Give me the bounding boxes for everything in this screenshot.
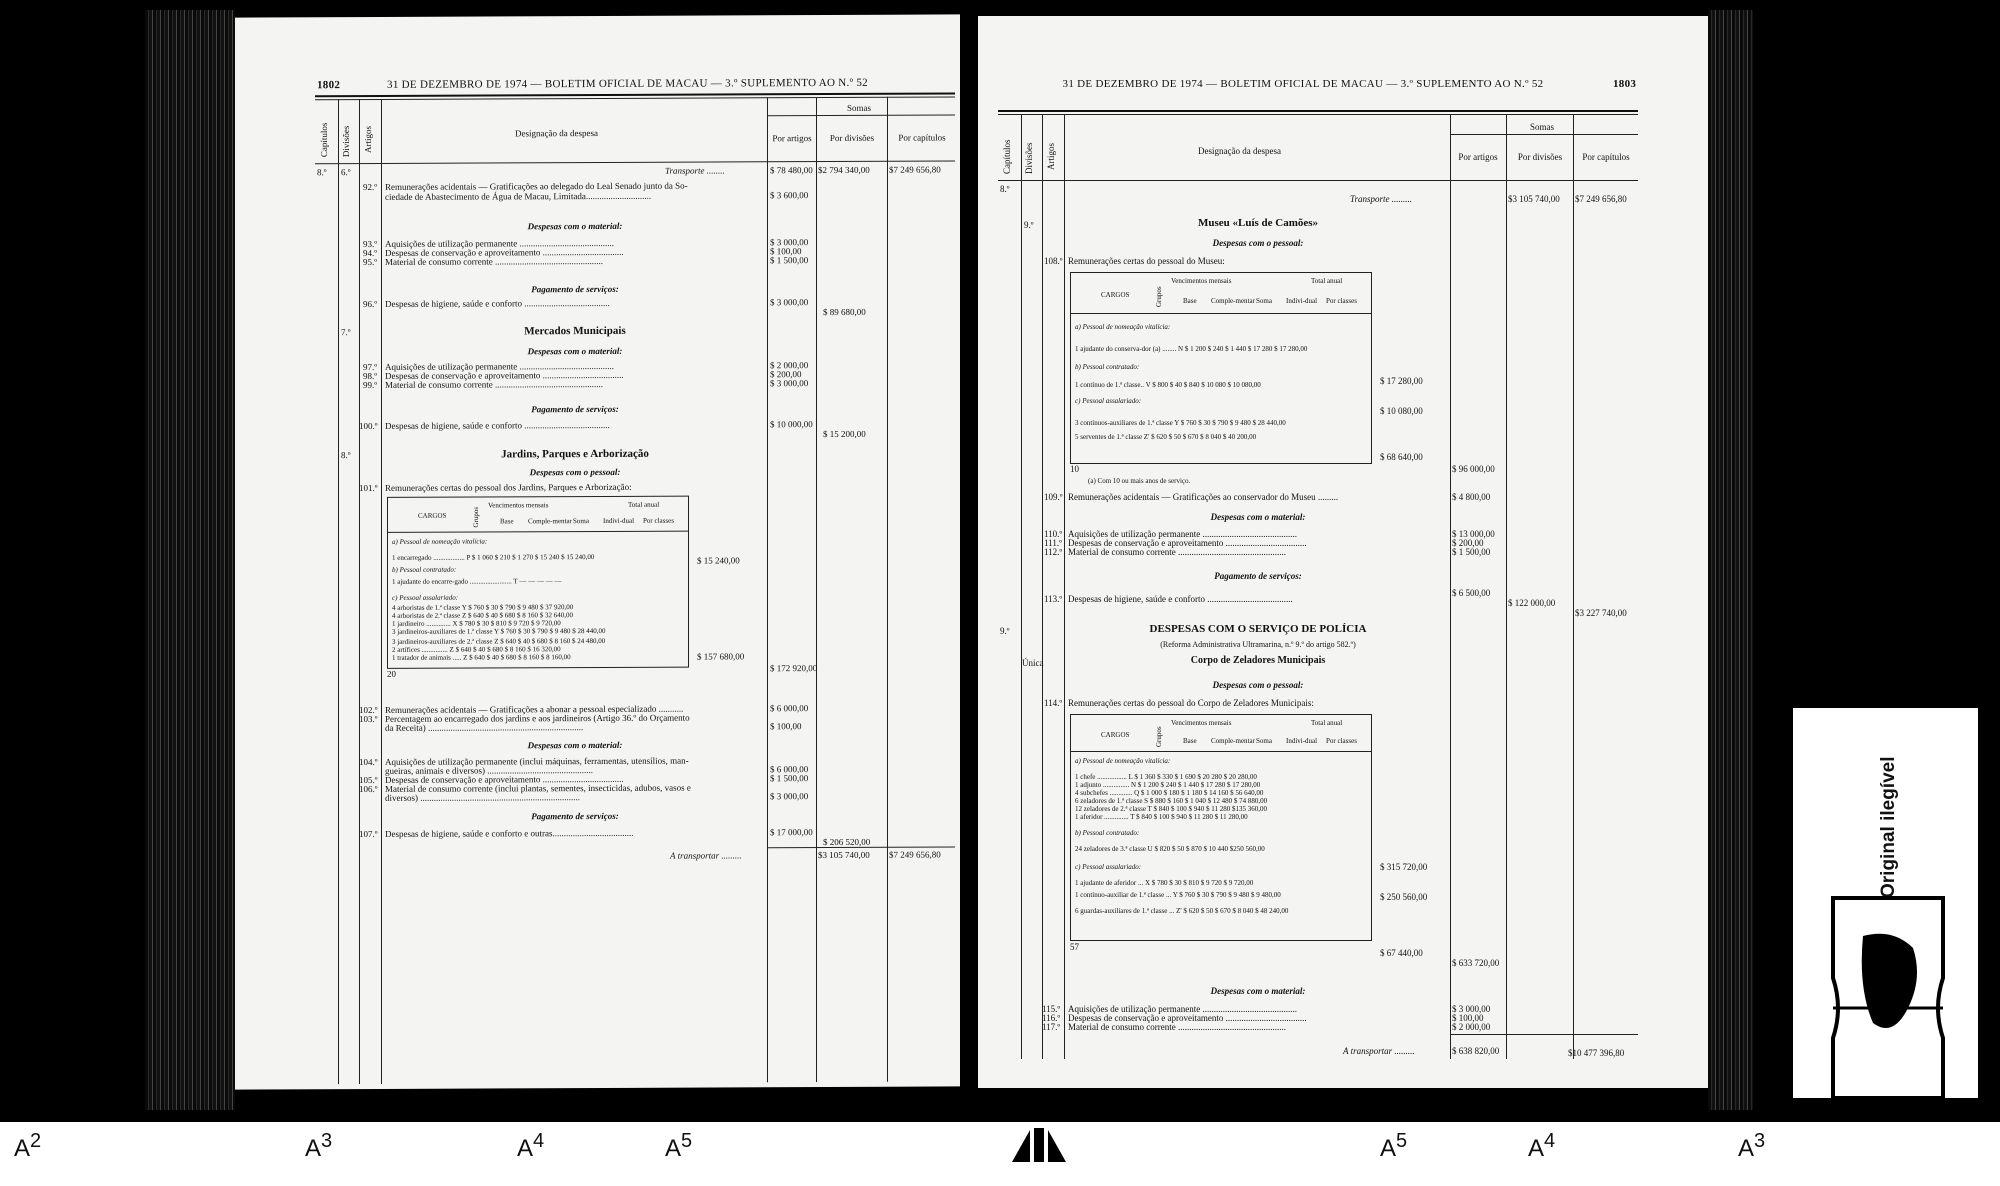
film-marker-strip	[0, 1122, 2000, 1186]
art-92-text2: ciedade de Abastecimento de Água de Macau, Limitada.............................	[385, 190, 652, 202]
st1-porclasses: Por classes	[1326, 297, 1357, 305]
art-93-text: Aquisições de utilização permanente ..........................................	[385, 237, 614, 249]
art-117-val: $ 2 000,00	[1452, 1022, 1491, 1032]
st2-porclasses: Por classes	[1326, 737, 1357, 745]
art-98-text: Despesas de conservação e aproveitamento ....................................	[385, 369, 624, 381]
col-somas: Somas	[847, 102, 872, 113]
st2-sub1: $ 315 720,00	[1380, 862, 1428, 872]
heading-material-2: Despesas com o material:	[527, 345, 623, 357]
st-sub2: $ 157 680,00	[697, 651, 745, 662]
st-row: 3 jardineiros-auxiliares de 2.ª classe Z $ 640 $ 40 $ 680 $ 8 160 $ 24 480,00	[392, 636, 606, 646]
right-page	[978, 16, 1708, 1088]
art-110: 110.º	[1044, 529, 1063, 539]
r-heading-servicos: Pagamento de serviços:	[1214, 571, 1302, 581]
art-105: 105.º	[359, 774, 378, 786]
st-row: a) Pessoal de nomeação vitalícia:	[392, 537, 488, 546]
div-8: 8.º	[341, 450, 351, 461]
st-grupos: Grupos	[472, 506, 480, 528]
r-col-capitulos: Capítulos	[1002, 139, 1012, 174]
r-at-artigos: $ 638 820,00	[1452, 1046, 1500, 1056]
st2-row: c) Pessoal assalariado:	[1075, 863, 1142, 871]
section-mercados: Mercados Municipais	[524, 324, 626, 338]
heading-servicos-2: Pagamento de serviços:	[531, 403, 619, 415]
marker-a3: $A^3$	[305, 1130, 333, 1162]
r-div-9: 9.º	[1024, 220, 1034, 230]
art-99: 99.º	[363, 379, 378, 391]
r-transporte-capitulos: $7 249 656,80	[1575, 194, 1627, 204]
art-114: 114.º	[1044, 698, 1063, 708]
art-100-val: $ 10 000,00	[770, 419, 813, 430]
art-111-val: $ 200,00	[1452, 538, 1484, 548]
st-porclasses: Por classes	[643, 516, 674, 525]
div-8-total: $ 206 520,00	[823, 836, 871, 848]
art-94: 94.º	[363, 247, 378, 259]
section-jardins: Jardins, Parques e Arborização	[501, 447, 649, 461]
art-114-val: $ 633 720,00	[1452, 958, 1500, 968]
art-102: 102.º	[359, 704, 378, 716]
section-policia-sub: (Reforma Administrativa Ultramarina, n.º 9.º do artigo 582.º)	[1160, 640, 1356, 649]
art-96-text: Despesas de higiene, saúde e conforto ......................................	[385, 297, 610, 309]
st2-row: b) Pessoal contratado:	[1075, 829, 1140, 837]
div-7: 7.º	[341, 327, 351, 338]
st2-count: 57	[1070, 942, 1079, 952]
st2-sub2: $ 250 560,00	[1380, 892, 1428, 902]
st-compl: Comple-mentar	[528, 517, 572, 526]
art-109-text: Remunerações acidentais — Gratificações ao conservador do Museu .........	[1068, 492, 1339, 502]
art-100: 100.º	[359, 420, 378, 432]
art-109-val: $ 4 800,00	[1452, 492, 1491, 502]
st1-row: 1 ajudante do conserva-dor (a) ........ N $ 1 200 $ 240 $ 1 440 $ 17 280 $ 17 280,00	[1075, 345, 1308, 353]
st2-row: 4 subchefes ............. Q $ 1 000 $ 180 $ 1 180 $ 14 160 $ 56 640,00	[1075, 789, 1264, 797]
col-designacao: Designação da despesa	[515, 127, 598, 139]
art-108: 108.º	[1044, 256, 1063, 266]
art-107-val: $ 17 000,00	[770, 827, 813, 838]
col-divisoes: Divisões	[341, 125, 351, 158]
transporte-capitulos: $7 249 656,80	[889, 164, 941, 175]
art-105-val: $ 1 500,00	[770, 773, 809, 784]
art-102-val: $ 6 000,00	[770, 703, 809, 714]
st1-base: Base	[1183, 297, 1197, 305]
transporte-label: Transporte ........	[665, 165, 725, 176]
art-108-val: $ 96 000,00	[1452, 464, 1495, 474]
r-col-designacao: Designação da despesa	[1198, 146, 1281, 156]
st2-row: 1 adjunto ............... N $ 1 200 $ 240 $ 1 440 $ 17 280 $ 17 280,00	[1075, 781, 1261, 789]
art-92-val: $ 3 600,00	[770, 190, 809, 201]
book-edge-left	[145, 10, 235, 1110]
st2-grupos: Grupos	[1155, 726, 1163, 747]
st-row: 1 tratador de animais ..... Z $ 640 $ 40 $ 680 $ 8 160 $ 8 160,00	[392, 653, 571, 662]
art-92: 92.º	[363, 181, 378, 193]
r-cap-9: 9.º	[1000, 626, 1010, 636]
art-116: 116.º	[1042, 1013, 1061, 1023]
section-museu: Museu «Luís de Camões»	[1197, 217, 1319, 229]
marker-a5: $A^5$	[665, 1130, 693, 1162]
art-98: 98.º	[363, 370, 378, 382]
st1-note: (a) Com 10 ou mais anos de serviço.	[1088, 477, 1191, 485]
st2-row: 24 zeladores de 3.ª classe U $ 820 $ 50 $ 870 $ 10 440 $250 560,00	[1075, 845, 1265, 853]
art-95-val: $ 1 500,00	[770, 255, 809, 266]
art-104: 104.º	[359, 756, 378, 768]
art-99-val: $ 3 000,00	[770, 378, 809, 389]
marker-a3-right: $A^3$	[1738, 1130, 1766, 1162]
st1-sub2: $ 10 080,00	[1380, 406, 1423, 416]
r-at-capitulos: $10 477 396,80	[1568, 1048, 1625, 1058]
art-112-val: $ 1 500,00	[1452, 547, 1491, 557]
art-104-text2: gueiras, animais e diversos) ...............................................	[385, 765, 593, 776]
art-104-text: Aquisições de utilização permanente (inclui máquinas, ferramentas, utensílios, man-	[385, 755, 689, 767]
st-cargos: CARGOS	[418, 511, 447, 520]
st1-soma: Soma	[1256, 297, 1272, 305]
art-102-text: Remunerações acidentais — Gratificações a abonar a pessoal especializado ...........	[385, 703, 684, 715]
art-96-val: $ 3 000,00	[770, 297, 809, 308]
st1-total: Total anual	[1311, 277, 1343, 285]
st2-soma: Soma	[1256, 737, 1272, 745]
art-112-text: Material de consumo corrente ................................................	[1068, 547, 1286, 557]
st-row: 1 ajudante do encarre-gado ........................ T — — — — —	[392, 577, 562, 586]
art-94-val: $ 100,00	[770, 246, 802, 257]
art-95: 95.º	[363, 256, 378, 268]
st-count: 20	[387, 668, 396, 679]
st-row: 3 jardineiros-auxiliares de 1.ª classe Y $ 760 $ 30 $ 790 $ 9 480 $ 28 440,00	[392, 626, 606, 636]
st-row: 4 arboristas de 2.ª classe Z $ 640 $ 40 $ 680 $ 8 160 $ 32 640,00	[392, 611, 573, 620]
art-113-text: Despesas de higiene, saúde e conforto ......................................	[1068, 594, 1293, 604]
st1-indiv: Indivi-dual	[1286, 297, 1318, 305]
st-row: 1 encarregado .................. P $ 1 060 $ 210 $ 1 270 $ 15 240 $ 15 240,00	[392, 553, 595, 562]
st2-cargos: CARGOS	[1101, 731, 1130, 739]
art-117: 117.º	[1042, 1022, 1061, 1032]
st-row: c) Pessoal assalariado:	[392, 593, 459, 602]
st1-cargos: CARGOS	[1101, 291, 1130, 299]
heading-material-3: Despesas com o material:	[527, 739, 623, 751]
col-artigos: Artigos	[363, 125, 373, 154]
st2-row: a) Pessoal de nomeação vitalícia:	[1075, 757, 1171, 765]
art-101-text: Remunerações certas do pessoal dos Jardins, Parques e Arborização:	[385, 481, 632, 493]
r-heading-material: Despesas com o material:	[1210, 512, 1306, 522]
art-116-text: Despesas de conservação e aproveitamento ....................................	[1068, 1013, 1307, 1023]
st1-sub1: $ 17 280,00	[1380, 376, 1423, 386]
div-unica: Única	[1022, 658, 1044, 668]
book-edge-right	[1708, 10, 1753, 1110]
r-transporte-label: Transporte .........	[1350, 194, 1413, 204]
st2-base: Base	[1183, 737, 1197, 745]
r-heading-pessoal: Despesas com o pessoal:	[1212, 238, 1304, 248]
st1-row: a) Pessoal de nomeação vitalícia:	[1075, 323, 1171, 331]
art-100-text: Despesas de higiene, saúde e conforto ......................................	[385, 419, 610, 431]
a-transportar: A transportar .........	[670, 850, 742, 861]
art-113-val: $ 6 500,00	[1452, 588, 1491, 598]
st2-compl: Comple-mentar	[1211, 737, 1255, 745]
st2-row: 1 contínuo-auxiliar de 1.ª classe ... Y $ 760 $ 30 $ 790 $ 9 480 $ 9 480,00	[1075, 891, 1281, 899]
cap-8: 8.º	[317, 167, 327, 178]
st-indiv: Indivi-dual	[603, 516, 635, 525]
st1-compl: Comple-mentar	[1211, 297, 1255, 305]
r-col-artigos: Artigos	[1046, 143, 1056, 170]
st-base: Base	[500, 517, 514, 526]
st2-row: 12 zeladores de 2.ª classe T $ 840 $ 100 $ 940 $ 11 280 $135 360,00	[1075, 805, 1267, 813]
art-106-val: $ 3 000,00	[770, 791, 809, 802]
art-98-val: $ 200,00	[770, 369, 802, 380]
art-96: 96.º	[363, 298, 378, 310]
at-capitulos: $7 249 656,80	[889, 849, 941, 860]
right-header-text: 31 DE DEZEMBRO DE 1974 — BOLETIM OFICIAL DE MACAU — 3.º SUPLEMENTO AO N.º 52	[1062, 78, 1544, 90]
col-por-divisoes: Por divisões	[829, 132, 875, 143]
art-103: 103.º	[359, 713, 378, 725]
st-total: Total anual	[628, 500, 660, 509]
zeladores-staff-table	[1070, 714, 1372, 941]
div-6: 6.º	[341, 167, 351, 178]
art-99-text: Material de consumo corrente ................................................	[385, 378, 603, 390]
col-por-artigos: Por artigos	[772, 133, 812, 144]
art-103-text: Percentagem ao encarregado dos jardins e aos jardineiros (Artigo 36.º do Orçamento	[385, 712, 690, 724]
art-107: 107.º	[359, 828, 378, 840]
col-por-capitulos: Por capítulos	[898, 132, 946, 143]
st1-row: 1 contínuo de 1.ª classe.. V $ 800 $ 40 $ 840 $ 10 080 $ 10 080,00	[1075, 381, 1261, 389]
heading-servicos: Pagamento de serviços:	[531, 283, 619, 295]
art-107-text: Despesas de higiene, saúde e conforto e outras....................................	[385, 827, 634, 839]
art-106-text: Material de consumo corrente (inclui plantas, sementes, insecticidas, adubos, vasos e	[385, 782, 691, 794]
section-zeladores: Corpo de Zeladores Municipais	[1190, 655, 1326, 666]
st2-row: 6 zeladores de 1.ª classe S $ 880 $ 160 $ 1 040 $ 12 480 $ 74 880,00	[1075, 797, 1268, 805]
st1-count: 10	[1070, 464, 1079, 474]
art-103-val: $ 100,00	[770, 721, 802, 732]
st-venc: Vencimentos mensais	[488, 501, 549, 510]
st-soma: Soma	[573, 517, 589, 526]
center-notch-icon	[1000, 1122, 1080, 1186]
left-running-head	[235, 76, 960, 92]
book-spine	[960, 10, 980, 1110]
art-95-text: Material de consumo corrente ................................................	[385, 255, 603, 267]
art-97: 97.º	[363, 361, 378, 373]
art-101-val: $ 172 920,00	[770, 663, 818, 674]
art-94-text: Despesas de conservação e aproveitamento ....................................	[385, 246, 624, 258]
r-cap-8: 8.º	[1000, 184, 1010, 194]
art-110-text: Aquisições de utilização permanente ..........................................	[1068, 529, 1297, 539]
st1-venc: Vencimentos mensais	[1171, 277, 1232, 285]
r-heading-material-2: Despesas com o material:	[1210, 986, 1306, 996]
art-97-val: $ 2 000,00	[770, 360, 809, 371]
art-103-text2: da Receita) .....................................................................	[385, 722, 584, 733]
st2-row: 1 ajudante de aferidor ... X $ 780 $ 30 $ 810 $ 9 720 $ 9 720,00	[1075, 879, 1254, 887]
r-col-por-divisoes: Por divisões	[1517, 152, 1563, 162]
r-transporte-divisoes: $3 105 740,00	[1508, 194, 1560, 204]
st1-row: 3 contínuos-auxiliares de 1.ª classe Y $ 760 $ 30 $ 790 $ 9 480 $ 28 440,00	[1075, 419, 1286, 427]
r-col-por-capitulos: Por capítulos	[1582, 152, 1630, 162]
st-row: 4 arboristas de 1.ª classe Y $ 760 $ 30 $ 790 $ 9 480 $ 37 920,00	[392, 603, 574, 612]
st1-row: c) Pessoal assalariado:	[1075, 397, 1142, 405]
st1-sub3: $ 68 640,00	[1380, 452, 1423, 462]
art-97-text: Aquisições de utilização permanente ..........................................	[385, 360, 614, 372]
stamp-text: Original ilegível	[1878, 756, 1899, 898]
art-109: 109.º	[1044, 492, 1063, 502]
r-col-somas: Somas	[1530, 122, 1555, 132]
st1-row: b) Pessoal contratado:	[1075, 363, 1140, 371]
left-page	[235, 14, 960, 1089]
art-114-text: Remunerações certas do pessoal do Corpo de Zeladores Municipais:	[1068, 698, 1314, 708]
st2-row: 6 guardas-auxiliares de 1.ª classe ... Z' $ 620 $ 50 $ 670 $ 8 040 $ 48 240,00	[1075, 907, 1289, 915]
st-row: 2 artífices ............... Z $ 640 $ 40 $ 680 $ 8 160 $ 16 320,00	[392, 645, 561, 654]
at-divisoes: $3 105 740,00	[818, 849, 870, 861]
st1-row: 5 serventes de 1.ª classe Z' $ 620 $ 50 $ 670 $ 8 040 $ 40 200,00	[1075, 433, 1257, 441]
div-6-total: $ 89 680,00	[823, 306, 866, 318]
art-110-val: $ 13 000,00	[1452, 529, 1495, 539]
header-rule-thin	[315, 96, 955, 100]
left-header-text: 31 DE DEZEMBRO DE 1974 — BOLETIM OFICIAL DE MACAU — 3.º SUPLEMENTO AO N.º 52	[387, 76, 868, 91]
illegible-original-stamp	[1793, 708, 1978, 1098]
st-row: b) Pessoal contratado:	[392, 565, 457, 574]
marker-a4-right: $A^4$	[1528, 1130, 1556, 1162]
st2-row: 1 chefe ................. L $ 1 360 $ 330 $ 1 690 $ 20 280 $ 20 280,00	[1075, 773, 1257, 781]
art-101: 101.º	[359, 482, 378, 494]
cap-8-total: $3 227 740,00	[1575, 608, 1627, 618]
stamp-icon	[1793, 708, 1978, 1098]
art-106-text2: diversos) .......................................................................	[385, 792, 580, 803]
r-a-transportar: A transportar .........	[1343, 1046, 1415, 1056]
transporte-artigos: $ 78 480,00	[770, 165, 813, 176]
heading-servicos-3: Pagamento de serviços:	[531, 810, 619, 822]
art-115-val: $ 3 000,00	[1452, 1004, 1491, 1014]
r-heading-pessoal-2: Despesas com o pessoal:	[1212, 680, 1304, 690]
st1-grupos: Grupos	[1155, 286, 1163, 307]
art-113: 113.º	[1044, 594, 1063, 604]
heading-material: Despesas com o material:	[527, 220, 623, 232]
st-row: 1 jardineiro .............. X $ 780 $ 30 $ 810 $ 9 720 $ 9 720,00	[392, 619, 561, 628]
jardins-staff-table	[387, 496, 689, 669]
art-115-text: Aquisições de utilização permanente ..........................................	[1068, 1004, 1297, 1014]
st2-indiv: Indivi-dual	[1286, 737, 1318, 745]
col-capitulos: Capítulos	[319, 122, 329, 158]
marker-a2: $A^2$	[14, 1130, 42, 1162]
r-col-por-artigos: Por artigos	[1458, 152, 1498, 162]
st2-total: Total anual	[1311, 719, 1343, 727]
art-92-text: Remunerações acidentais — Gratificações ao delegado do Leal Senado junto da So-	[385, 180, 688, 192]
art-117-text: Material de consumo corrente ................................................	[1068, 1022, 1286, 1032]
section-policia: DESPESAS COM O SERVIÇO DE POLÍCIA	[1149, 623, 1367, 635]
art-104-val: $ 6 000,00	[770, 764, 809, 775]
art-112: 112.º	[1044, 547, 1063, 557]
art-106: 106.º	[359, 783, 378, 795]
museu-staff-table	[1070, 272, 1372, 464]
st2-row: 1 aferidor .............. T $ 840 $ 100 $ 940 $ 11 280 $ 11 280,00	[1075, 813, 1248, 821]
art-93-val: $ 3 000,00	[770, 237, 809, 248]
st-sub1: $ 15 240,00	[697, 555, 740, 566]
div-7-total: $ 15 200,00	[823, 428, 866, 440]
st2-venc: Vencimentos mensais	[1171, 719, 1232, 727]
marker-a4: $A^4$	[517, 1130, 545, 1162]
art-108-text: Remunerações certas do pessoal do Museu:	[1068, 256, 1225, 266]
right-page-number: 1803	[1613, 78, 1637, 90]
heading-pessoal: Despesas com o pessoal:	[529, 466, 621, 478]
art-111: 111.º	[1044, 538, 1062, 548]
art-111-text: Despesas de conservação e aproveitamento ....................................	[1068, 538, 1307, 548]
transporte-divisoes: $2 794 340,00	[818, 164, 870, 176]
div-9-total: $ 122 000,00	[1508, 598, 1556, 608]
art-105-text: Despesas de conservação e aproveitamento ....................................	[385, 773, 624, 785]
left-page-number: 1802	[317, 79, 341, 92]
marker-a5-right: $A^5$	[1380, 1130, 1408, 1162]
art-93: 93.º	[363, 238, 378, 250]
art-115: 115.º	[1042, 1004, 1061, 1014]
st2-sub3: $ 67 440,00	[1380, 948, 1423, 958]
r-col-divisoes: Divisões	[1024, 142, 1034, 174]
art-116-val: $ 100,00	[1452, 1013, 1484, 1023]
